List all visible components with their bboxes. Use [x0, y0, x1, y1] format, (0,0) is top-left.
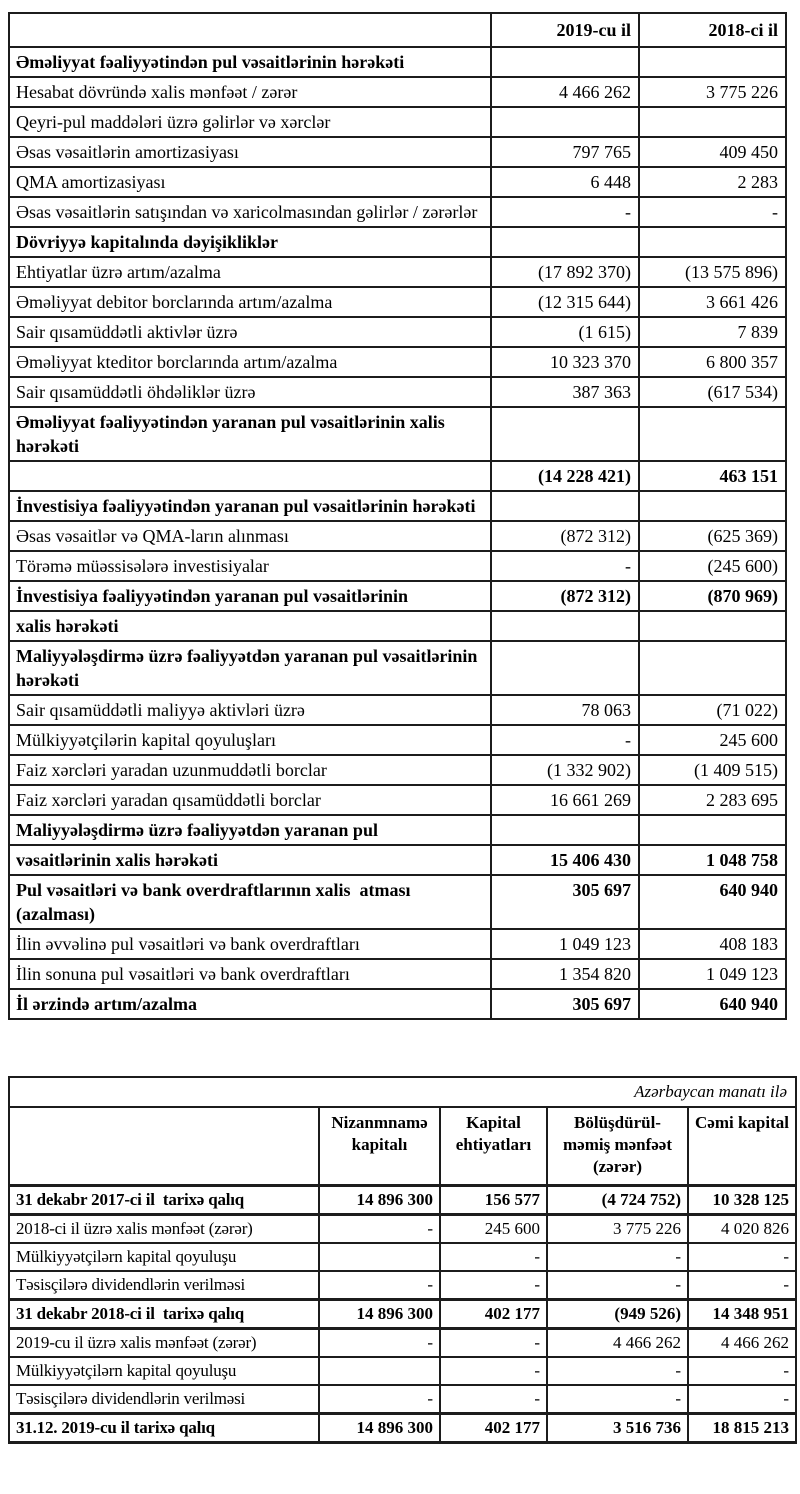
- value-cell: -: [688, 1243, 796, 1271]
- value-cell: -: [547, 1271, 688, 1300]
- value-cell: -: [319, 1385, 440, 1414]
- row-label: Törəmə müəssisələrə investisiyalar: [9, 551, 491, 581]
- value-cell: -: [688, 1357, 796, 1385]
- value-cell: 409 450: [639, 137, 786, 167]
- row-label: Dövriyyə kapitalında dəyişikliklər: [9, 227, 491, 257]
- table-row: [9, 989, 786, 1019]
- table-row: [9, 1186, 796, 1215]
- value-cell: 1 354 820: [491, 959, 639, 989]
- column-header-2018: 2018-ci il: [639, 13, 786, 47]
- value-cell: 2 283: [639, 167, 786, 197]
- value-cell: 4 020 826: [688, 1215, 796, 1244]
- value-cell: -: [440, 1271, 547, 1300]
- value-cell: -: [440, 1243, 547, 1271]
- table-row: [9, 107, 786, 137]
- value-cell: -: [440, 1357, 547, 1385]
- value-cell: -: [547, 1357, 688, 1385]
- table-row: [9, 167, 786, 197]
- row-label: Əsas vəsaitlər və QMA-ların alınması: [9, 521, 491, 551]
- value-cell: 4 466 262: [547, 1329, 688, 1358]
- value-cell: 387 363: [491, 377, 639, 407]
- value-cell: (1 615): [491, 317, 639, 347]
- row-label: İl ərzində artım/azalma: [9, 989, 491, 1019]
- currency-note: Azərbaycan manatı ilə: [9, 1077, 796, 1107]
- value-cell: (625 369): [639, 521, 786, 551]
- table-row: [9, 581, 786, 611]
- row-label: Əməliyyat kteditor borclarında artım/azalma: [9, 347, 491, 377]
- value-cell: -: [319, 1329, 440, 1358]
- value-cell: 402 177: [440, 1300, 547, 1329]
- value-cell: -: [319, 1271, 440, 1300]
- table-row: [9, 377, 786, 407]
- value-cell: -: [688, 1271, 796, 1300]
- value-cell: [491, 611, 639, 641]
- value-cell: -: [319, 1215, 440, 1244]
- value-cell: 305 697: [491, 875, 639, 929]
- table-row: [9, 815, 786, 845]
- row-label: 2019-cu il üzrə xalis mənfəət (zərər): [9, 1329, 319, 1358]
- value-cell: 797 765: [491, 137, 639, 167]
- table-row: [9, 785, 786, 815]
- row-label: Əməliyyat fəaliyyətindən yaranan pul vəsaitlərinin xalis hərəkəti: [9, 407, 491, 461]
- row-label: xalis hərəkəti: [9, 611, 491, 641]
- row-label: [9, 461, 491, 491]
- value-cell: -: [440, 1329, 547, 1358]
- row-label: İnvestisiya fəaliyyətindən yaranan pul vəsaitlərinin hərəkəti: [9, 491, 491, 521]
- value-cell: 463 151: [639, 461, 786, 491]
- row-label: Əməliyyat fəaliyyətindən pul vəsaitlərinin hərəkəti: [9, 47, 491, 77]
- value-cell: [639, 47, 786, 77]
- value-cell: 640 940: [639, 989, 786, 1019]
- value-cell: 640 940: [639, 875, 786, 929]
- row-label: Ehtiyatlar üzrə artım/azalma: [9, 257, 491, 287]
- value-cell: 4 466 262: [688, 1329, 796, 1358]
- value-cell: 3 661 426: [639, 287, 786, 317]
- row-label: Sair qısamüddətli maliyyə aktivləri üzrə: [9, 695, 491, 725]
- empty-header-cell: [9, 13, 491, 47]
- value-cell: 4 466 262: [491, 77, 639, 107]
- value-cell: 1 048 758: [639, 845, 786, 875]
- value-cell: -: [639, 197, 786, 227]
- value-cell: -: [688, 1385, 796, 1414]
- row-label: Mülkiyyətçilərn kapital qoyuluşu: [9, 1357, 319, 1385]
- value-cell: (949 526): [547, 1300, 688, 1329]
- value-cell: (617 534): [639, 377, 786, 407]
- value-cell: [639, 227, 786, 257]
- value-cell: 14 896 300: [319, 1300, 440, 1329]
- value-cell: 10 323 370: [491, 347, 639, 377]
- table-row: [9, 1329, 796, 1358]
- row-label: Sair qısamüddətli aktivlər üzrə: [9, 317, 491, 347]
- value-cell: -: [491, 725, 639, 755]
- value-cell: [491, 641, 639, 695]
- column-header-charter-capital: Nizanmnamə kapitalı: [319, 1107, 440, 1186]
- value-cell: [491, 407, 639, 461]
- value-cell: 305 697: [491, 989, 639, 1019]
- value-cell: 14 348 951: [688, 1300, 796, 1329]
- table-row: [9, 257, 786, 287]
- row-label: Sair qısamüddətli öhdəliklər üzrə: [9, 377, 491, 407]
- row-label: Əməliyyat debitor borclarında artım/azalma: [9, 287, 491, 317]
- row-label: Faiz xərcləri yaradan uzunmuddətli borclar: [9, 755, 491, 785]
- table-row: [9, 521, 786, 551]
- table-row: [9, 227, 786, 257]
- value-cell: (870 969): [639, 581, 786, 611]
- equity-table: [8, 1076, 797, 1444]
- value-cell: [639, 815, 786, 845]
- row-label: 31 dekabr 2017-ci il tarixə qalıq: [9, 1186, 319, 1215]
- row-label: Pul vəsaitləri və bank overdraftlarının xalis atması (azalması): [9, 875, 491, 929]
- value-cell: 14 896 300: [319, 1186, 440, 1215]
- value-cell: 3 516 736: [547, 1414, 688, 1443]
- value-cell: 16 661 269: [491, 785, 639, 815]
- cash-flow-table: [8, 12, 787, 1020]
- value-cell: (1 332 902): [491, 755, 639, 785]
- table-row: [9, 1271, 796, 1300]
- value-cell: 245 600: [440, 1215, 547, 1244]
- table-row: [9, 929, 786, 959]
- value-cell: 245 600: [639, 725, 786, 755]
- value-cell: (12 315 644): [491, 287, 639, 317]
- row-label: Mülkiyyətçilərn kapital qoyuluşu: [9, 1243, 319, 1271]
- row-label: İlin əvvəlinə pul vəsaitləri və bank overdraftları: [9, 929, 491, 959]
- row-label: 2018-ci il üzrə xalis mənfəət (zərər): [9, 1215, 319, 1244]
- column-header-retained-earnings: Bölüşdürül-məmiş mənfəət (zərər): [547, 1107, 688, 1186]
- value-cell: (872 312): [491, 581, 639, 611]
- row-label: 31 dekabr 2018-ci il tarixə qalıq: [9, 1300, 319, 1329]
- column-header-total-capital: Cəmi kapital: [688, 1107, 796, 1186]
- cash-flow-header-row: [9, 13, 786, 47]
- table-row: [9, 1215, 796, 1244]
- table-row: [9, 611, 786, 641]
- value-cell: 6 800 357: [639, 347, 786, 377]
- row-label: Maliyyələşdirmə üzrə fəaliyyətdən yaranan pul vəsaitlərinin hərəkəti: [9, 641, 491, 695]
- value-cell: (872 312): [491, 521, 639, 551]
- row-label: Əsas vəsaitlərin amortizasiyası: [9, 137, 491, 167]
- value-cell: [639, 641, 786, 695]
- value-cell: [491, 47, 639, 77]
- table-row: [9, 77, 786, 107]
- value-cell: 402 177: [440, 1414, 547, 1443]
- value-cell: 2 283 695: [639, 785, 786, 815]
- table-row: [9, 287, 786, 317]
- value-cell: (1 409 515): [639, 755, 786, 785]
- value-cell: [491, 491, 639, 521]
- table-row: [9, 137, 786, 167]
- row-label: Təsisçilərə dividendlərin verilməsi: [9, 1271, 319, 1300]
- value-cell: -: [491, 197, 639, 227]
- equity-header-row: [9, 1107, 796, 1186]
- value-cell: (4 724 752): [547, 1186, 688, 1215]
- row-label: Qeyri-pul maddələri üzrə gəlirlər və xərclər: [9, 107, 491, 137]
- row-label: Faiz xərcləri yaradan qısamüddətli borclar: [9, 785, 491, 815]
- table-row: [9, 959, 786, 989]
- value-cell: 1 049 123: [491, 929, 639, 959]
- value-cell: (14 228 421): [491, 461, 639, 491]
- table-row: [9, 755, 786, 785]
- column-header-capital-reserves: Kapital ehtiyatları: [440, 1107, 547, 1186]
- table-row: [9, 1243, 796, 1271]
- value-cell: [319, 1357, 440, 1385]
- value-cell: [639, 611, 786, 641]
- table-row: [9, 1414, 796, 1443]
- value-cell: -: [547, 1243, 688, 1271]
- table-row: [9, 845, 786, 875]
- value-cell: 15 406 430: [491, 845, 639, 875]
- table-row: [9, 695, 786, 725]
- table-row: [9, 725, 786, 755]
- value-cell: 408 183: [639, 929, 786, 959]
- value-cell: (71 022): [639, 695, 786, 725]
- value-cell: -: [440, 1385, 547, 1414]
- value-cell: [639, 407, 786, 461]
- value-cell: [491, 107, 639, 137]
- value-cell: [491, 227, 639, 257]
- value-cell: -: [547, 1385, 688, 1414]
- value-cell: 18 815 213: [688, 1414, 796, 1443]
- value-cell: 6 448: [491, 167, 639, 197]
- table-row: [9, 491, 786, 521]
- value-cell: 10 328 125: [688, 1186, 796, 1215]
- value-cell: -: [491, 551, 639, 581]
- value-cell: (13 575 896): [639, 257, 786, 287]
- table-row: [9, 1300, 796, 1329]
- currency-note-row: [9, 1077, 796, 1107]
- row-label: vəsaitlərinin xalis hərəkəti: [9, 845, 491, 875]
- row-label: Mülkiyyətçilərin kapital qoyuluşları: [9, 725, 491, 755]
- table-row: [9, 197, 786, 227]
- table-row: [9, 317, 786, 347]
- value-cell: 7 839: [639, 317, 786, 347]
- table-row: [9, 1357, 796, 1385]
- value-cell: [639, 107, 786, 137]
- value-cell: [639, 491, 786, 521]
- table-row: [9, 1385, 796, 1414]
- value-cell: 3 775 226: [547, 1215, 688, 1244]
- row-label: Əsas vəsaitlərin satışından və xaricolmasından gəlirlər / zərərlər: [9, 197, 491, 227]
- row-label: Təsisçilərə dividendlərin verilməsi: [9, 1385, 319, 1414]
- column-header-2019: 2019-cu il: [491, 13, 639, 47]
- table-row: [9, 47, 786, 77]
- value-cell: (17 892 370): [491, 257, 639, 287]
- row-label: 31.12. 2019-cu il tarixə qalıq: [9, 1414, 319, 1443]
- table-row: [9, 407, 786, 461]
- value-cell: [491, 815, 639, 845]
- value-cell: 78 063: [491, 695, 639, 725]
- row-label: İnvestisiya fəaliyyətindən yaranan pul vəsaitlərinin: [9, 581, 491, 611]
- row-label: İlin sonuna pul vəsaitləri və bank overdraftları: [9, 959, 491, 989]
- table-row: [9, 875, 786, 929]
- row-label: Hesabat dövründə xalis mənfəət / zərər: [9, 77, 491, 107]
- value-cell: (245 600): [639, 551, 786, 581]
- row-label: QMA amortizasiyası: [9, 167, 491, 197]
- value-cell: 3 775 226: [639, 77, 786, 107]
- table-row: [9, 641, 786, 695]
- empty-header-cell: [9, 1107, 319, 1186]
- table-row: [9, 551, 786, 581]
- value-cell: 14 896 300: [319, 1414, 440, 1443]
- row-label: Maliyyələşdirmə üzrə fəaliyyətdən yaranan pul: [9, 815, 491, 845]
- value-cell: 1 049 123: [639, 959, 786, 989]
- value-cell: 156 577: [440, 1186, 547, 1215]
- table-row: [9, 461, 786, 491]
- value-cell: [319, 1243, 440, 1271]
- table-row: [9, 347, 786, 377]
